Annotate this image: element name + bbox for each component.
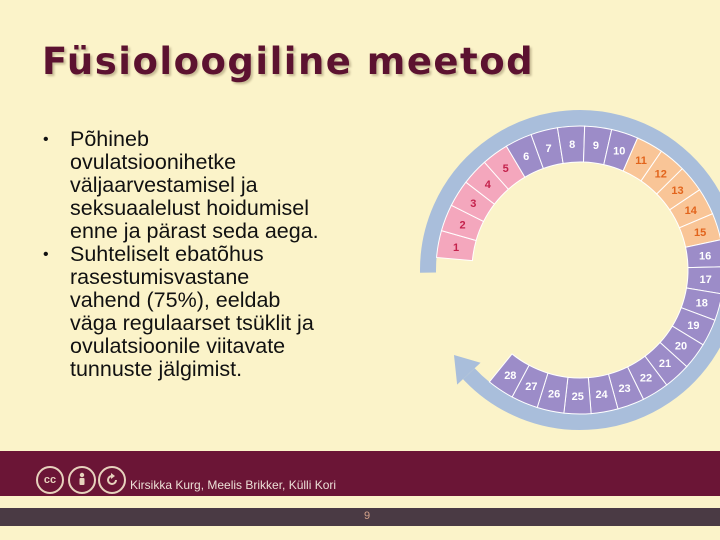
menstrual-cycle-diagram xyxy=(365,110,712,430)
cycle-day-label: 4 xyxy=(484,179,491,192)
bullet-line: Põhineb xyxy=(70,127,149,151)
cc-icon: cc xyxy=(36,466,64,494)
bullet-line: väljaarvestamisel ja xyxy=(70,173,258,197)
bullet-line: Suhteliselt ebatõhus xyxy=(70,242,264,266)
cycle-day-label: 15 xyxy=(693,226,707,239)
cycle-day-label: 5 xyxy=(502,163,509,176)
bullet-line: rasestumisvastane xyxy=(70,265,250,289)
cycle-day-label: 28 xyxy=(504,369,517,382)
cycle-day-label: 10 xyxy=(613,145,626,158)
cycle-day-label: 19 xyxy=(687,319,700,332)
bullet-line: väga regulaarset tsüklit ja xyxy=(70,311,314,335)
bullet-line: ovulatsioonihetke xyxy=(70,150,237,174)
bullet-item xyxy=(40,243,400,381)
cycle-day-label: 9 xyxy=(592,140,600,153)
bullet-dot: • xyxy=(43,246,49,263)
bullet-line: vahend (75%), eeldab xyxy=(70,288,281,312)
cycle-day-label: 22 xyxy=(639,372,653,385)
page-number: 9 xyxy=(364,510,371,522)
cycle-day-label: 24 xyxy=(595,389,608,402)
cycle-day-label: 16 xyxy=(699,250,712,263)
cycle-day-label: 13 xyxy=(671,185,684,198)
cycle-day-label: 26 xyxy=(547,388,561,401)
bullet-list xyxy=(40,128,400,381)
share-alike-icon xyxy=(98,466,126,494)
bullet-dot: • xyxy=(43,131,49,148)
cycle-day-segments xyxy=(437,126,720,414)
cycle-day-label: 6 xyxy=(523,151,530,164)
bullet-line: seksuaalelust hoidumisel xyxy=(70,196,310,220)
bullet-line: tunnuste jälgimist. xyxy=(70,357,243,381)
cycle-day-label: 3 xyxy=(470,197,477,210)
cycle-day-label: 14 xyxy=(684,205,697,218)
cycle-day-label: 17 xyxy=(699,274,712,287)
bullet-line: enne ja pärast seda aega. xyxy=(70,219,319,243)
attribution-icon xyxy=(68,466,96,494)
bullet-item xyxy=(40,128,400,243)
cycle-day-label: 23 xyxy=(618,382,631,395)
cycle-day-label: 25 xyxy=(571,390,584,403)
cycle-day-label: 7 xyxy=(545,142,552,155)
cycle-day-label: 2 xyxy=(459,219,466,232)
authors-text: Kirsikka Kurg, Meelis Brikker, Külli Kori xyxy=(130,478,337,492)
cycle-day-label: 1 xyxy=(453,242,460,255)
cycle-day-label: 18 xyxy=(695,297,708,310)
cycle-day-label: 21 xyxy=(658,358,672,371)
slide-title: Füsioloogiline meetod xyxy=(42,40,535,83)
bullet-line: ovulatsioonile viitavate xyxy=(70,334,286,358)
cycle-day-label: 27 xyxy=(525,381,538,394)
cycle-day-label: 11 xyxy=(635,154,647,167)
cycle-day-label: 20 xyxy=(674,340,688,353)
bottom-bar xyxy=(0,508,720,526)
cycle-day-label: 12 xyxy=(654,168,667,181)
cycle-day-label: 8 xyxy=(569,139,576,152)
